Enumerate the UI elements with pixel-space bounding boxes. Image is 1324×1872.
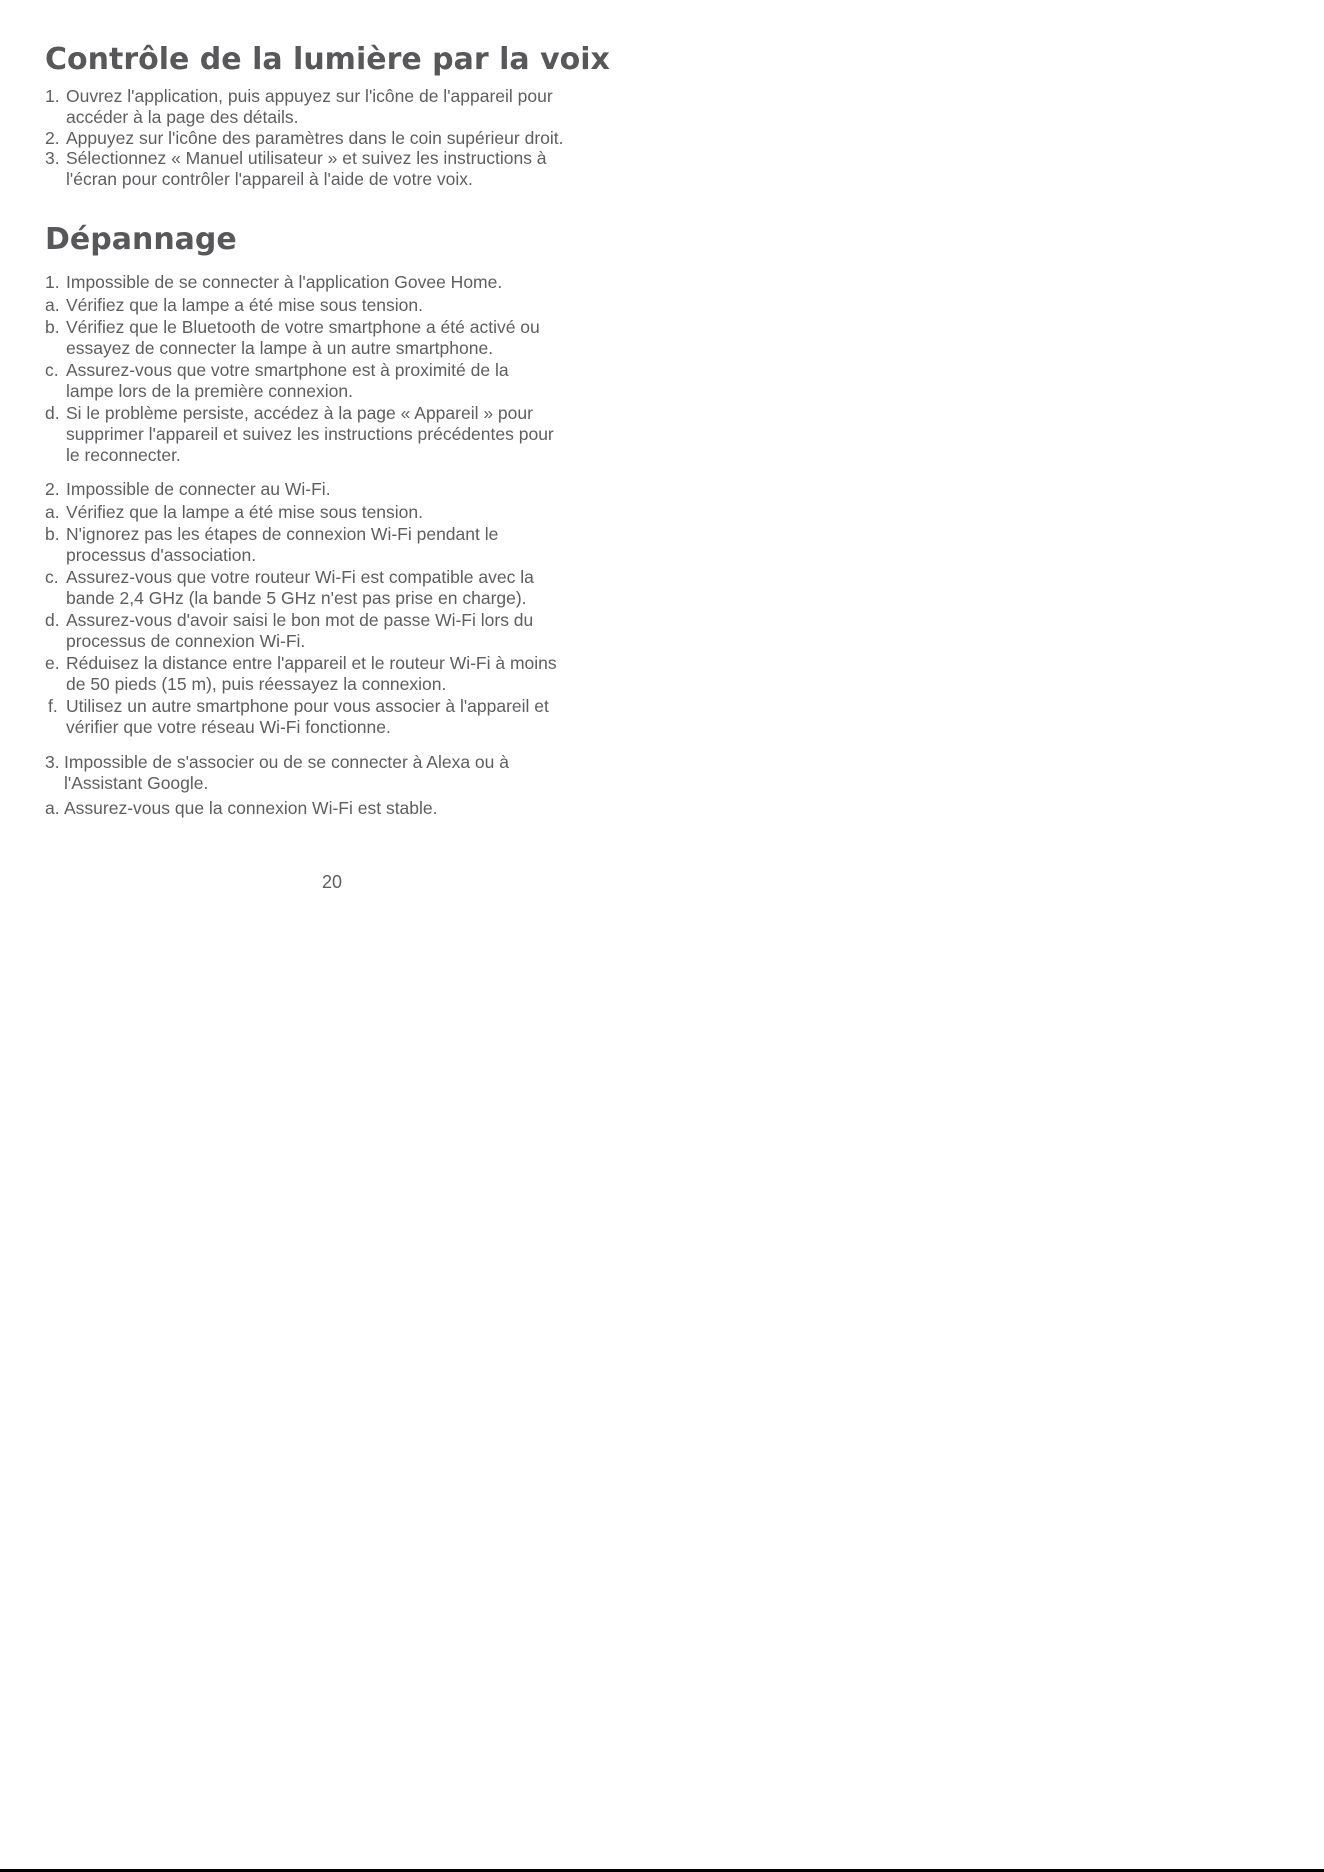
problem-2-item-c-marker: c. (45, 567, 59, 587)
voice-step-3-line-1: Sélectionnez « Manuel utilisateur » et suivez les instructions à (66, 148, 547, 168)
problem-1-item-d-line-2: supprimer l'appareil et suivez les instructions précédentes pour (66, 424, 554, 444)
problem-1-item-d-marker: d. (45, 403, 60, 423)
problem-2-item-c-line-1: Assurez-vous que votre routeur Wi-Fi est compatible avec la (66, 567, 534, 587)
problem-3-item-a-marker: a. (45, 798, 60, 818)
problem-1-item-b-line-1: Vérifiez que le Bluetooth de votre smartphone a été activé ou (66, 317, 540, 337)
problem-2-item-d-line-1: Assurez-vous d'avoir saisi le bon mot de passe Wi-Fi lors du (66, 610, 534, 630)
voice-step-2-line-1: Appuyez sur l'icône des paramètres dans le coin supérieur droit. (66, 128, 564, 148)
voice-control-title: Contrôle de la lumière par la voix (45, 42, 610, 77)
voice-step-3-line-2: l'écran pour contrôler l'appareil à l'aide de votre voix. (66, 169, 473, 189)
problem-2-item-a-marker: a. (45, 502, 60, 522)
problem-1-title: Impossible de se connecter à l'application Govee Home. (66, 272, 503, 292)
problem-1-item-c-marker: c. (45, 360, 59, 380)
problem-2-item-e-marker: e. (45, 653, 60, 673)
problem-2-title: Impossible de connecter au Wi-Fi. (66, 479, 331, 499)
problem-2-item-f-line-2: vérifier que votre réseau Wi-Fi fonctionne. (66, 717, 391, 737)
voice-step-1-line-1: Ouvrez l'application, puis appuyez sur l'icône de l'appareil pour (66, 86, 553, 106)
voice-step-3-marker: 3. (45, 148, 60, 168)
voice-step-1-marker: 1. (45, 86, 60, 106)
problem-1-marker: 1. (45, 272, 60, 292)
problem-2-item-b-line-1: N'ignorez pas les étapes de connexion Wi-Fi pendant le (66, 524, 499, 544)
problem-2-item-b-line-2: processus d'association. (66, 545, 257, 565)
problem-2-item-e-line-2: de 50 pieds (15 m), puis réessayez la connexion. (66, 674, 447, 694)
problem-3-title-line-2: l'Assistant Google. (64, 773, 209, 793)
problem-2-item-d-line-2: processus de connexion Wi-Fi. (66, 631, 306, 651)
problem-2-item-f-line-1: Utilisez un autre smartphone pour vous associer à l'appareil et (66, 696, 549, 716)
page-number: 20 (321, 872, 343, 892)
problem-2-item-e-line-1: Réduisez la distance entre l'appareil et le routeur Wi-Fi à moins (66, 653, 557, 673)
problem-1-item-d-line-3: le reconnecter. (66, 445, 181, 465)
problem-1-item-a-line-1: Vérifiez que la lampe a été mise sous tension. (66, 295, 423, 315)
problem-2-item-d-marker: d. (45, 610, 60, 630)
problem-1-item-c-line-1: Assurez-vous que votre smartphone est à proximité de la (66, 360, 509, 380)
voice-step-1-line-2: accéder à la page des détails. (66, 107, 299, 127)
problem-1-item-a-marker: a. (45, 295, 60, 315)
problem-2-item-c-line-2: bande 2,4 GHz (la bande 5 GHz n'est pas prise en charge). (66, 588, 527, 608)
problem-3-marker: 3. (45, 752, 60, 772)
troubleshooting-title: Dépannage (45, 222, 237, 257)
problem-1-item-b-line-2: essayez de connecter la lampe à un autre smartphone. (66, 338, 494, 358)
problem-3-item-a-line-1: Assurez-vous que la connexion Wi-Fi est stable. (64, 798, 438, 818)
problem-2-item-f-marker: f. (48, 696, 58, 716)
problem-2-marker: 2. (45, 479, 60, 499)
problem-1-item-c-line-2: lampe lors de la première connexion. (66, 381, 353, 401)
problem-1-item-d-line-1: Si le problème persiste, accédez à la page « Appareil » pour (66, 403, 533, 423)
problem-3-title-line-1: Impossible de s'associer ou de se connecter à Alexa ou à (64, 752, 509, 772)
problem-2-item-b-marker: b. (45, 524, 60, 544)
voice-step-2-marker: 2. (45, 128, 60, 148)
problem-1-item-b-marker: b. (45, 317, 60, 337)
problem-2-item-a-line-1: Vérifiez que la lampe a été mise sous tension. (66, 502, 423, 522)
